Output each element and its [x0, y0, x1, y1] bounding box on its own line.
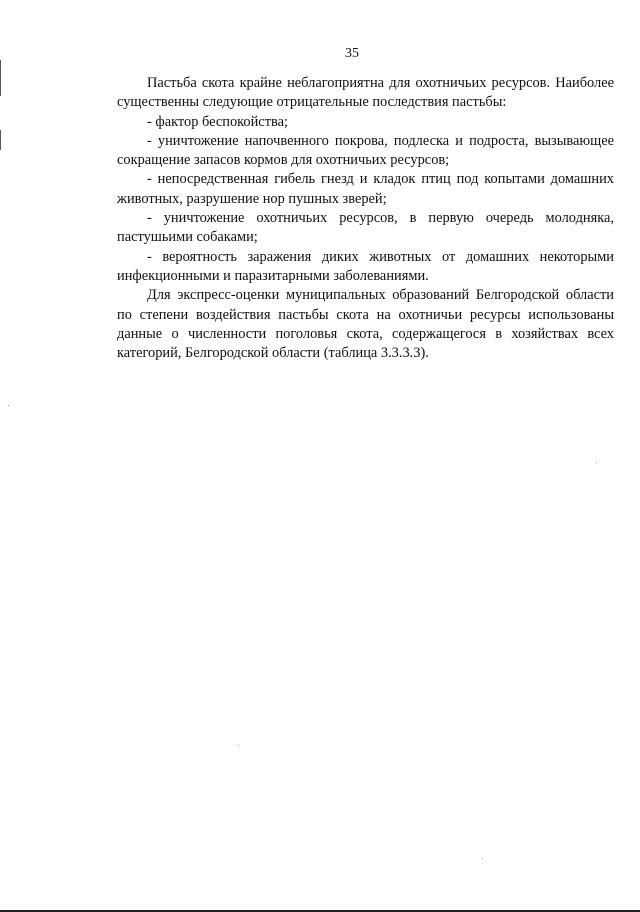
paragraph-intro: Пастьба скота крайне неблагоприятна для охотничьих ресурсов. Наиболее существенны следующие отрицательные последствия пастьбы:: [117, 75, 614, 111]
scan-speck: [8, 405, 9, 406]
scan-speck: [482, 858, 483, 859]
body-text: [117, 74, 614, 363]
list-item-shepherd-dogs: - уничтожение охотничьих ресурсов, в первую очередь молодняка, пастушьими собаками;: [117, 210, 614, 246]
scan-edge-mark: [0, 60, 1, 96]
scan-speck: [238, 745, 239, 746]
list-item-nest-destruction: - непосредственная гибель гнезд и кладок птиц под копытами домашних животных, разрушение нор пушных зверей;: [117, 171, 614, 207]
paragraph-assessment: Для экспресс-оценки муниципальных образований Белгородской области по степени воздействия пастьбы скота на охотничьи ресурсы использованы данные о численности поголовья скота, содержащегося в хозяйствах всех категорий, Белгородской области (таблица 3.3.3.3).: [117, 287, 614, 362]
list-item-disease: - вероятность заражения диких животных от домашних некоторыми инфекционными и паразитарными заболеваниями.: [117, 248, 614, 284]
list-item-disturbance: - фактор беспокойства;: [147, 113, 288, 130]
scan-edge-mark: [0, 130, 1, 150]
scan-speck: [596, 462, 597, 463]
page-number: 35: [345, 46, 359, 61]
list-item-ground-cover: - уничтожение напочвенного покрова, подлеска и подроста, вызывающее сокращение запасов кормов для охотничьих ресурсов;: [117, 132, 614, 169]
